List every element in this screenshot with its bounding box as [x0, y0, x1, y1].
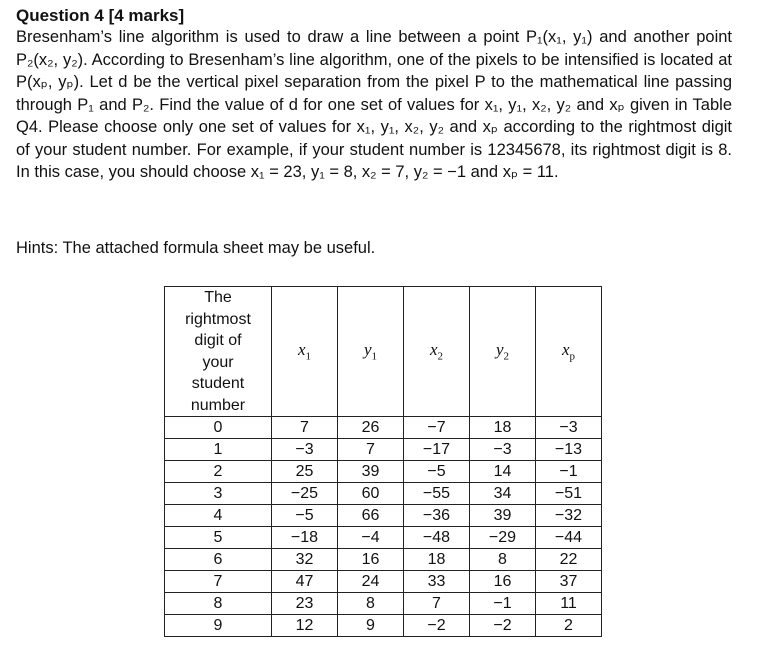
table-cell: 11 — [536, 593, 602, 615]
table-cell: 22 — [536, 549, 602, 571]
table-cell: −1 — [536, 461, 602, 483]
table-cell: −5 — [404, 461, 470, 483]
table-cell: −29 — [470, 527, 536, 549]
table-row — [165, 571, 602, 593]
header-var: $x_1$ — [297, 340, 312, 363]
header-col — [470, 287, 536, 417]
table-row — [165, 549, 602, 571]
header-subscript: p — [569, 350, 576, 363]
table-cell: 2 — [165, 461, 272, 483]
table-cell: −2 — [470, 615, 536, 637]
table-cell: 23 — [272, 593, 338, 615]
table-cell: −51 — [536, 483, 602, 505]
table-cell: 18 — [404, 549, 470, 571]
table-cell: 24 — [338, 571, 404, 593]
table-cell: 7 — [404, 593, 470, 615]
table-cell: 2 — [536, 615, 602, 637]
table-cell: −5 — [272, 505, 338, 527]
header-line: student — [191, 375, 245, 392]
table-cell: 3 — [165, 483, 272, 505]
table-cell: 60 — [338, 483, 404, 505]
header-col — [536, 287, 602, 417]
header-digit — [165, 287, 272, 417]
table-cell: 1 — [165, 439, 272, 461]
table-cell: 25 — [272, 461, 338, 483]
table-row — [165, 505, 602, 527]
header-var: $y_2$ — [495, 340, 510, 363]
table-cell: −55 — [404, 483, 470, 505]
table-cell: 8 — [470, 549, 536, 571]
table-cell: 9 — [338, 615, 404, 637]
table-row — [165, 439, 602, 461]
table-cell: −1 — [470, 593, 536, 615]
header-line: The — [204, 289, 232, 306]
question-title: Question 4 [4 marks] — [16, 6, 185, 25]
table-cell: −13 — [536, 439, 602, 461]
table-cell: 39 — [338, 461, 404, 483]
header-line: number — [190, 396, 246, 414]
table-cell: 14 — [470, 461, 536, 483]
question-body — [16, 26, 732, 184]
table-cell: 39 — [470, 505, 536, 527]
table-cell: 7 — [338, 439, 404, 461]
header-subscript: 2 — [437, 350, 444, 363]
table-cell: 34 — [470, 483, 536, 505]
table-cell: 12 — [272, 615, 338, 637]
table-cell: −36 — [404, 505, 470, 527]
table-cell: 16 — [470, 571, 536, 593]
table-cell: −44 — [536, 527, 602, 549]
hint-text: Hints: The attached formula sheet may be useful. — [16, 239, 376, 257]
table-cell: −4 — [338, 527, 404, 549]
table-row — [165, 593, 602, 615]
header-var: $x_p$ — [561, 340, 576, 363]
header-line: rightmost — [185, 310, 251, 328]
table-cell: −3 — [536, 417, 602, 439]
header-col — [272, 287, 338, 417]
table-cell: 33 — [404, 571, 470, 593]
table-cell: 6 — [165, 549, 272, 571]
header-col — [338, 287, 404, 417]
header-var: $x_2$ — [429, 340, 444, 363]
table-cell: 8 — [165, 593, 272, 615]
table-cell: 5 — [165, 527, 272, 549]
table-cell: 4 — [165, 505, 272, 527]
table-cell: 7 — [272, 417, 338, 439]
table-cell: 32 — [272, 549, 338, 571]
table-cell: 47 — [272, 571, 338, 593]
table-cell: −17 — [404, 439, 470, 461]
question-text: Bresenham’s line algorithm is used to draw a line between a point P₁(x₁, y₁) and another point P₂(x₂, y₂). According to Bresenham’s line algorithm, one of the pixels to be intensified is located at P(xₚ, yₚ). Let d be the vertical pixel separation from the pixel P to the mathematical line passing through P₁ and P₂. Find the value of d for one set of values for x₁, y₁, x₂, y₂ and xₚ given in Table Q4. Please choose only one set of values for x₁, y₁, x₂, y₂ and xₚ according to the rightmost digit of your student number. For example, if your student number is 12345678, its rightmost digit is 8. In this case, you should choose x₁ = 23, y₁ = 8, x₂ = 7, y₂ = −1 and xₚ = 11. — [16, 28, 732, 181]
table-cell: −7 — [404, 417, 470, 439]
table-cell: 26 — [338, 417, 404, 439]
header-col — [404, 287, 470, 417]
header-line: digit of — [194, 332, 242, 349]
table-cell: 8 — [338, 593, 404, 615]
table-cell: −3 — [470, 439, 536, 461]
header-subscript: 1 — [371, 350, 378, 363]
table-cell: 66 — [338, 505, 404, 527]
table-cell: −48 — [404, 527, 470, 549]
table-cell: −25 — [272, 483, 338, 505]
table-cell: −2 — [404, 615, 470, 637]
header-subscript: 1 — [305, 350, 312, 363]
table-cell: 37 — [536, 571, 602, 593]
table-row — [165, 615, 602, 637]
table-body — [165, 417, 602, 637]
table-row — [165, 417, 602, 439]
table-cell: 9 — [165, 615, 272, 637]
header-line: your — [202, 353, 234, 371]
table-cell: −32 — [536, 505, 602, 527]
table-cell: 7 — [165, 571, 272, 593]
table-row — [165, 461, 602, 483]
table-q4 — [164, 286, 602, 637]
header-subscript: 2 — [503, 350, 510, 363]
table-cell: −3 — [272, 439, 338, 461]
table-cell: 16 — [338, 549, 404, 571]
table-cell: 18 — [470, 417, 536, 439]
table-header-row — [165, 287, 602, 417]
table-cell: 0 — [165, 417, 272, 439]
table-row — [165, 527, 602, 549]
table-cell: −18 — [272, 527, 338, 549]
header-var: $y_1$ — [363, 340, 378, 363]
table-row — [165, 483, 602, 505]
